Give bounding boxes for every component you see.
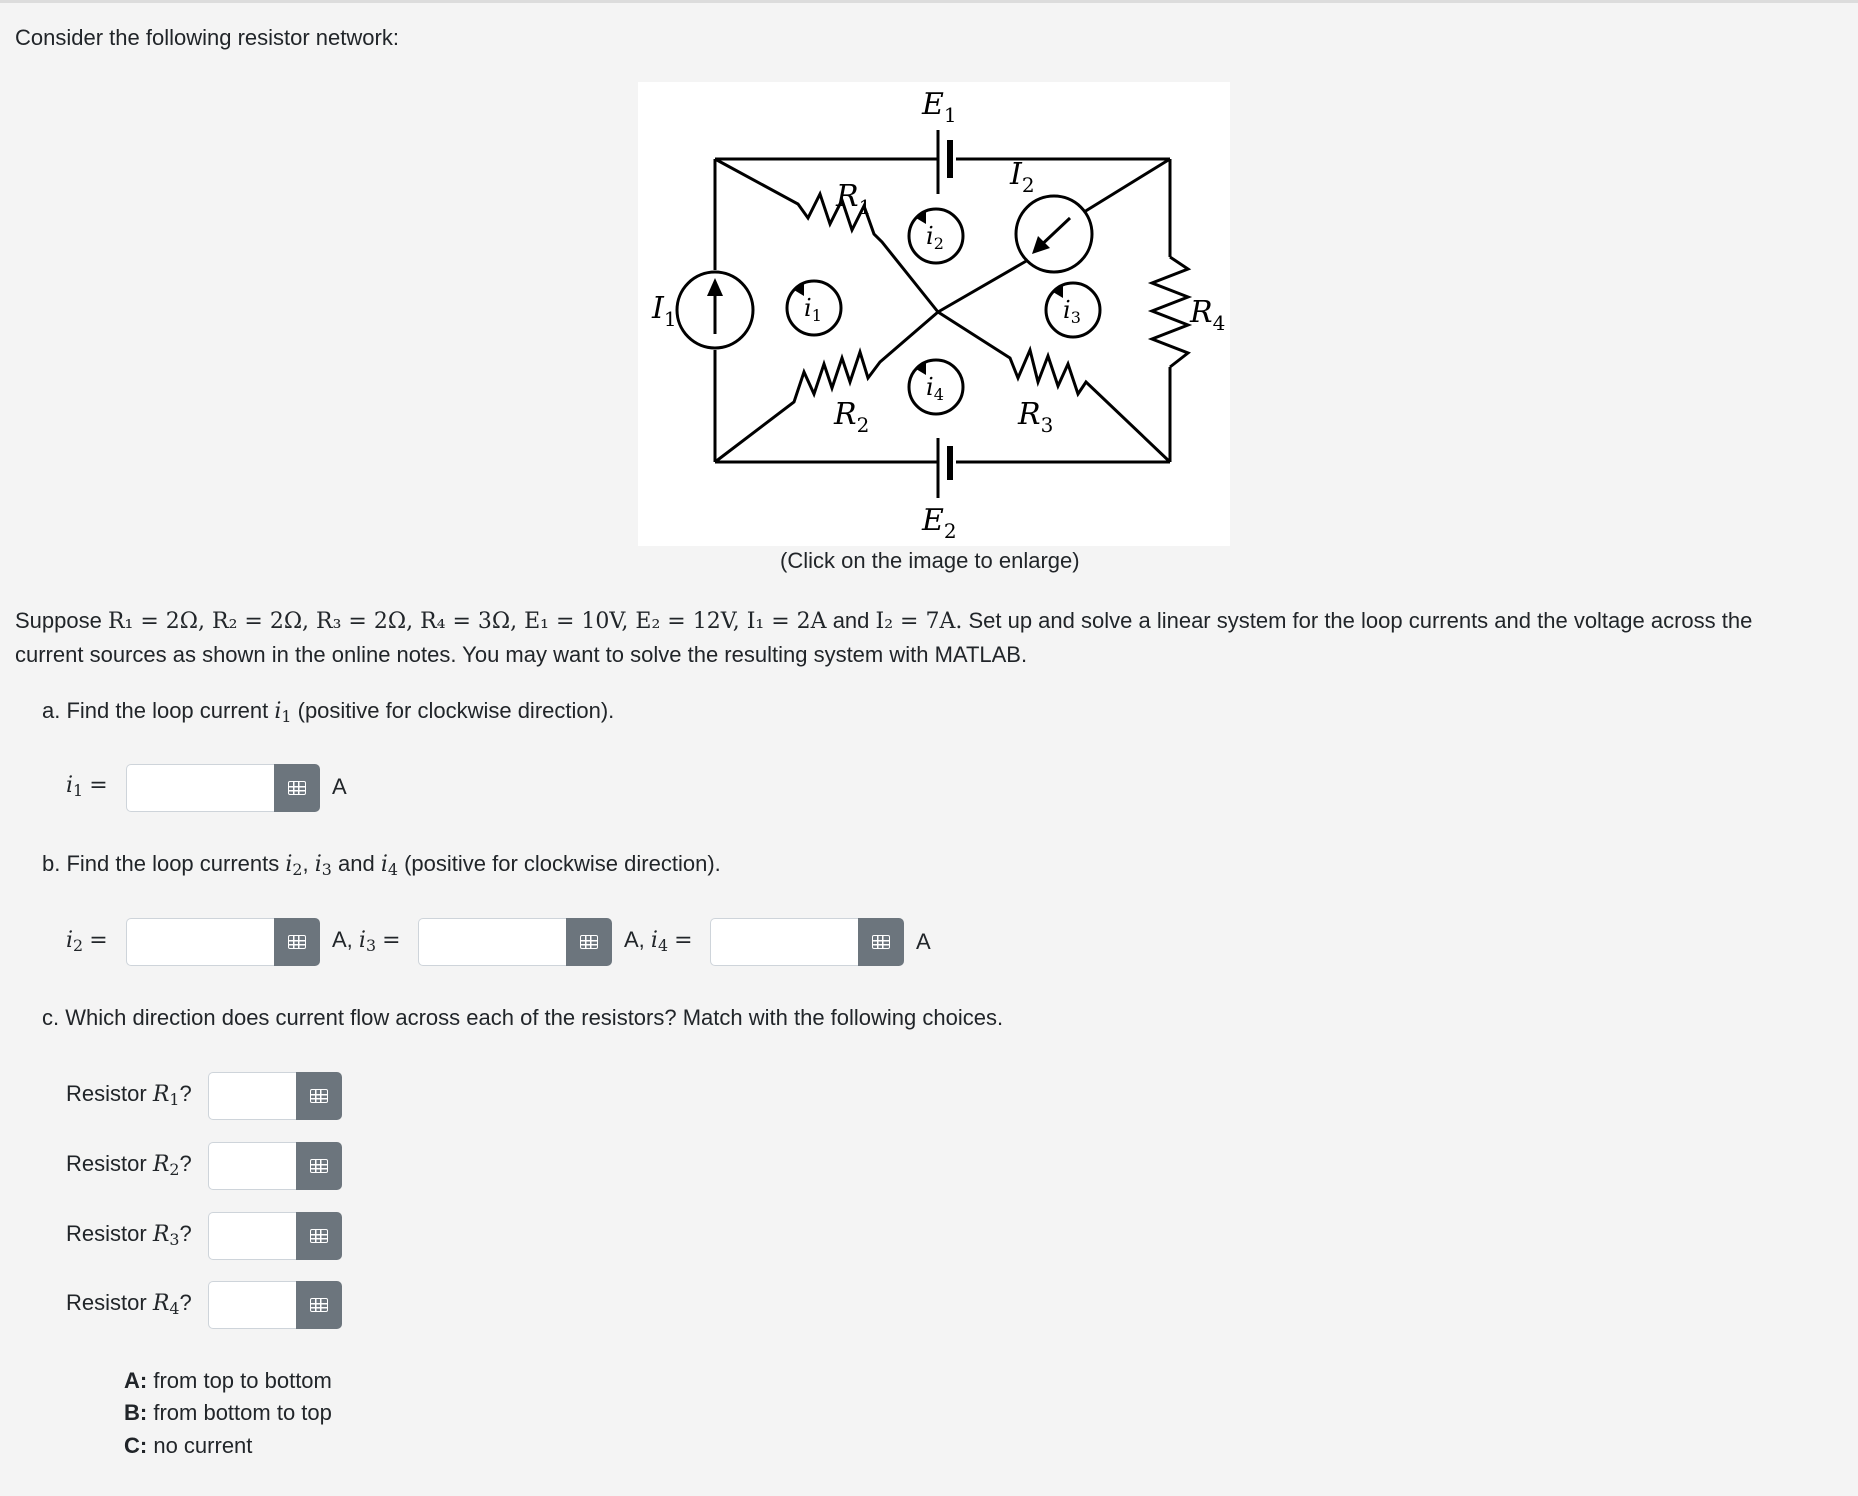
r3-matrix-button[interactable] bbox=[296, 1212, 342, 1260]
i2-matrix-button[interactable] bbox=[274, 918, 320, 966]
i4-unit: A bbox=[916, 929, 931, 954]
r3-answer-input[interactable] bbox=[208, 1212, 296, 1260]
r4-answer-input[interactable] bbox=[208, 1281, 296, 1329]
r4-answer-group bbox=[208, 1281, 342, 1329]
i3-matrix-button[interactable] bbox=[566, 918, 612, 966]
circuit-figure[interactable] bbox=[638, 82, 1230, 546]
part-b-prompt: b. Find the loop currents $i_2$, $i_3$ and $i_4$ (positive for clockwise direction). bbox=[42, 851, 721, 879]
label-loop-i1: $i_1$ bbox=[804, 294, 822, 325]
r1-answer-input[interactable] bbox=[208, 1072, 296, 1120]
label-e2: $E_2$ bbox=[922, 503, 957, 543]
r3-resistor bbox=[938, 312, 1170, 462]
grid-icon bbox=[872, 935, 890, 949]
label-r4: $R_4$ bbox=[1190, 295, 1226, 335]
r2-matrix-button[interactable] bbox=[296, 1142, 342, 1190]
grid-icon bbox=[310, 1089, 328, 1103]
problem-statement bbox=[15, 604, 1845, 671]
statement-values: R₁ = 2Ω, R₂ = 2Ω, R₃ = 2Ω, R₄ = 3Ω, E₁ = 10V, E₂ = 12V, I₁ = 2A bbox=[107, 609, 827, 634]
i3-label: A, $i_3$ = bbox=[332, 927, 401, 955]
label-r1: $R_1$ bbox=[836, 179, 872, 219]
statement-rest: Set up and solve a linear system for the loop currents and the voltage across the bbox=[968, 608, 1753, 633]
choice-c: C: no current bbox=[124, 1433, 253, 1458]
resistor-r3-label: Resistor $R_3$? bbox=[66, 1221, 192, 1249]
label-e1: $E_1$ bbox=[922, 87, 957, 127]
label-loop-i2: $i_2$ bbox=[926, 222, 944, 253]
r1-matrix-button[interactable] bbox=[296, 1072, 342, 1120]
resistor-r1-label: Resistor $R_1$? bbox=[66, 1081, 192, 1109]
r1-answer-group bbox=[208, 1072, 342, 1120]
i3-input[interactable] bbox=[418, 918, 566, 966]
grid-icon bbox=[310, 1229, 328, 1243]
r2-answer-input[interactable] bbox=[208, 1142, 296, 1190]
statement-line2: current sources as shown in the online notes. You may want to solve the resulting system with MATLAB. bbox=[15, 642, 1028, 667]
choice-b: B: from bottom to top bbox=[124, 1400, 332, 1425]
i2-input-group bbox=[126, 918, 320, 966]
grid-icon bbox=[288, 781, 306, 795]
r3-answer-group bbox=[208, 1212, 342, 1260]
i4-input-group bbox=[710, 918, 904, 966]
grid-icon bbox=[288, 935, 306, 949]
statement-and: and bbox=[832, 608, 870, 633]
label-loop-i4: $i_4$ bbox=[926, 373, 944, 404]
part-a-prompt-pre: a. Find the loop current bbox=[42, 698, 269, 723]
label-i2-source: $I_2$ bbox=[1010, 157, 1035, 197]
i2-input[interactable] bbox=[126, 918, 274, 966]
part-a-prompt-var: $i_1$ bbox=[274, 699, 292, 726]
i1-arrow-head bbox=[707, 278, 723, 296]
i4-input[interactable] bbox=[710, 918, 858, 966]
i1-input-group bbox=[126, 764, 320, 812]
circuit-diagram bbox=[638, 82, 1230, 546]
label-r3: $R_3$ bbox=[1018, 397, 1054, 437]
i3-input-group bbox=[418, 918, 612, 966]
part-c-prompt: c. Which direction does current flow across each of the resistors? Match with the following choices. bbox=[42, 1005, 1004, 1030]
grid-icon bbox=[310, 1298, 328, 1312]
i1-label: $i_1$ = bbox=[66, 773, 108, 800]
statement-value-last: I₂ = 7A. bbox=[875, 609, 963, 634]
i4-label: A, $i_4$ = bbox=[624, 927, 693, 955]
grid-icon bbox=[580, 935, 598, 949]
label-loop-i3: $i_3$ bbox=[1063, 296, 1081, 327]
label-i1-source: $I_1$ bbox=[652, 291, 677, 331]
r4-resistor bbox=[1152, 257, 1188, 367]
statement-lead: Suppose bbox=[15, 608, 102, 633]
top-divider bbox=[0, 0, 1858, 3]
r2-answer-group bbox=[208, 1142, 342, 1190]
r4-matrix-button[interactable] bbox=[296, 1281, 342, 1329]
i4-matrix-button[interactable] bbox=[858, 918, 904, 966]
i2-label: $i_2$ = bbox=[66, 928, 108, 955]
intro-text: Consider the following resistor network: bbox=[15, 25, 399, 50]
part-a-prompt bbox=[42, 698, 614, 726]
label-r2: $R_2$ bbox=[834, 397, 870, 437]
resistor-r2-label: Resistor $R_2$? bbox=[66, 1151, 192, 1179]
part-a-prompt-post: (positive for clockwise direction). bbox=[297, 698, 615, 723]
resistor-r4-label: Resistor $R_4$? bbox=[66, 1290, 192, 1318]
i1-matrix-button[interactable] bbox=[274, 764, 320, 812]
i1-unit: A bbox=[332, 774, 347, 799]
r2-resistor bbox=[715, 312, 938, 462]
i1-input[interactable] bbox=[126, 764, 274, 812]
choice-a: A: from top to bottom bbox=[124, 1368, 332, 1393]
grid-icon bbox=[310, 1159, 328, 1173]
figure-caption: (Click on the image to enlarge) bbox=[780, 548, 1080, 573]
